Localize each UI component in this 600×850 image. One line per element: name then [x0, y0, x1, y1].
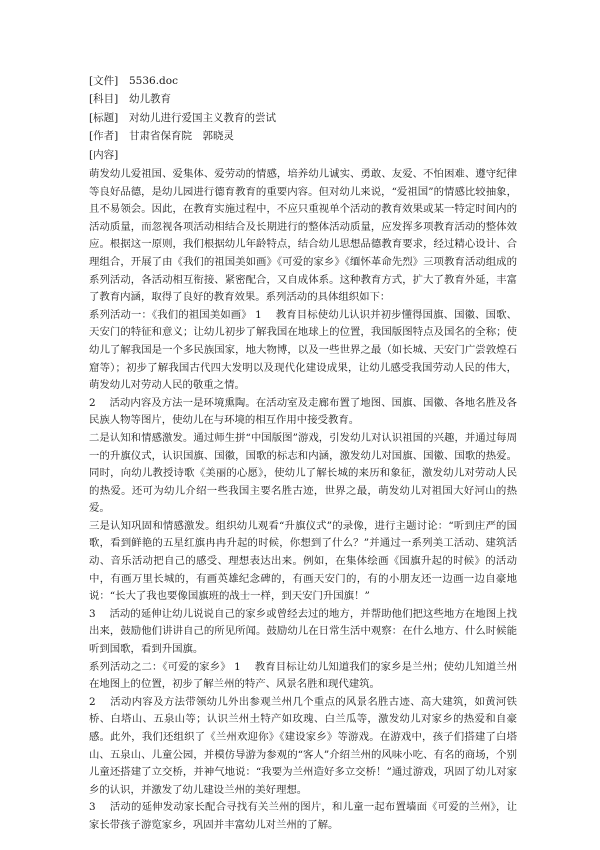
paragraph-activity-1-content: 2 活动内容及方法一是环境熏陶。在活动室及走廊布置了地图、国旗、国徽、各地名胜及各民族人物等图片，使幼儿在与环境的相互作用中接受教育。 — [89, 396, 517, 427]
meta-row-title — [89, 109, 519, 127]
document-body — [89, 166, 517, 835]
paragraph-intro: 萌发幼儿爱祖国、爱集体、爱劳动的情感，培养幼儿诚实、勇敢、友爱、不怕困难、遵守纪律等良好品德，是幼儿园进行德育教育的重要内容。但对幼儿来说，“爱祖国”的情感比较抽象，且不易领会。因此，在教育实施过程中，不应只重视单个活动的教育效果或某一特定时间内的活动质量，而忽视各项活动相结合及长期进行的整体活动质量，应发挥多项教育活动的整体效应。根据这一原则，我们根据幼儿年龄特点，结合幼儿思想品德教育要求，经过精心设计、合理组合，开展了由《我们的祖国美如画》《可爱的家乡》《缅怀革命先烈》三项教育活动组成的系列活动，各活动相互衔接、紧密配合，又自成体系。这种教育方式，扩大了教育外延，丰富了教育内涵，取得了良好的教育效果。系列活动的具体组织如下： — [89, 168, 517, 304]
paragraph-activity-1: 系列活动一：《我们的祖国美如画》 1 教育目标使幼儿认识并初步懂得国旗、国徽、国歌、天安门的特征和意义；让幼儿初步了解我国在地球上的位置，我国版图特点及国名的全称；使幼儿了解我国是一个多民族国家，地大物博，以及一些世界之最（如长城、天安门广尝敦煌石窟等）；初步了解我国古代四大发明以及现代化建设成果，让幼儿感受我国劳动人民的伟大，萌发幼儿对劳动人民的敬重之情。 — [89, 308, 517, 392]
meta-value: 甘肃省保育院 郭晓灵 — [129, 130, 234, 143]
meta-key: [作者] — [89, 130, 119, 143]
paragraph-activity-1-extension: 3 活动的延伸让幼儿说说自己的家乡或曾经去过的地方，并帮助他们把这些地方在地图上找出来，鼓励他们讲讲自己的所见所闻。鼓励幼儿在日常生活中观察：在什么地方、什么时候能听到国歌，看到升国旗。 — [89, 607, 517, 656]
document-metadata — [89, 72, 519, 164]
meta-value: 5536.doc — [129, 75, 178, 87]
paragraph-activity-1-cognition: 二是认知和情感激发。通过师生拼“中国版图”游戏，引发幼儿对认识祖国的兴趣，并通过每周一的升旗仪式，认识国旗、国徽，国歌的标志和内涵，激发幼儿对国旗、国徽、国歌的热爱。同时，向幼儿教授诗歌《美丽的心愿》，使幼儿了解长城的来历和象征，激发幼儿对劳动人民的热爱。还可为幼儿介绍一些我国主要名胜古迹，世界之最，萌发幼儿对祖国大好河山的热爱。 — [89, 431, 517, 515]
meta-value: 对幼儿进行爱国主义教育的尝试 — [129, 111, 276, 124]
meta-key: [文件] — [89, 75, 119, 87]
paragraph-activity-2-extension: 3 活动的延伸发动家长配合寻找有关兰州的图片，和儿童一起布置墙面《可爱的兰州》，让家长带孩子游览家乡，巩固并丰富幼儿对兰州的了解。 — [89, 801, 517, 831]
meta-row-file — [89, 72, 519, 90]
paragraph-activity-1-consolidation: 三是认知巩固和情感激发。组织幼儿观看“升旗仪式”的录像，进行主题讨论：“听到庄严的国歌，看到鲜艳的五星红旗冉冉升起的时候，你想到了什么？”并通过一系列美工活动、建筑活动、音乐活动把自己的感受、理想表达出来。例如，在集体绘画《国旗升起的时候》的活动中，有画万里长城的，有画英雄纪念碑的，有画天安门的，有的小朋友还一边画一边自豪地说：“长大了我也要像国旗班的战士一样，到天安门升国旗！” — [89, 519, 517, 603]
paragraph-activity-2: 系列活动之二：《可爱的家乡》 1 教育目标让幼儿知道我们的家乡是兰州；使幼儿知道兰州在地图上的位置，初步了解兰州的特产、风景名胜和现代建筑。 — [89, 660, 517, 691]
meta-row-author — [89, 127, 519, 145]
paragraph-activity-2-content: 2 活动内容及方法带领幼儿外出参观兰州几个重点的风景名胜古迹、高大建筑，如黄河铁桥、白塔山、五泉山等；认识兰州土特产如玫瑰、白兰瓜等，激发幼儿对家乡的热爱和自豪感。此外，我们还组织了《兰州欢迎你》《建设家乡》等游戏。在游戏中，孩子们搭建了白塔山、五泉山、儿童公园，并模仿导游为参观的“客人”介绍兰州的风味小吃、有名的商场，个别儿童还搭建了立交桥，并神气地说：“我要为兰州造好多立交桥！”通过游戏，巩固了幼儿对家乡的认识，并激发了幼儿建设兰州的美好理想。 — [89, 695, 517, 796]
meta-row-subject — [89, 90, 519, 108]
meta-value: 幼儿教育 — [129, 93, 171, 106]
meta-row-content — [89, 146, 519, 164]
meta-key: [科目] — [89, 93, 119, 106]
meta-key: [标题] — [89, 111, 119, 124]
meta-key: [内容] — [89, 148, 119, 161]
